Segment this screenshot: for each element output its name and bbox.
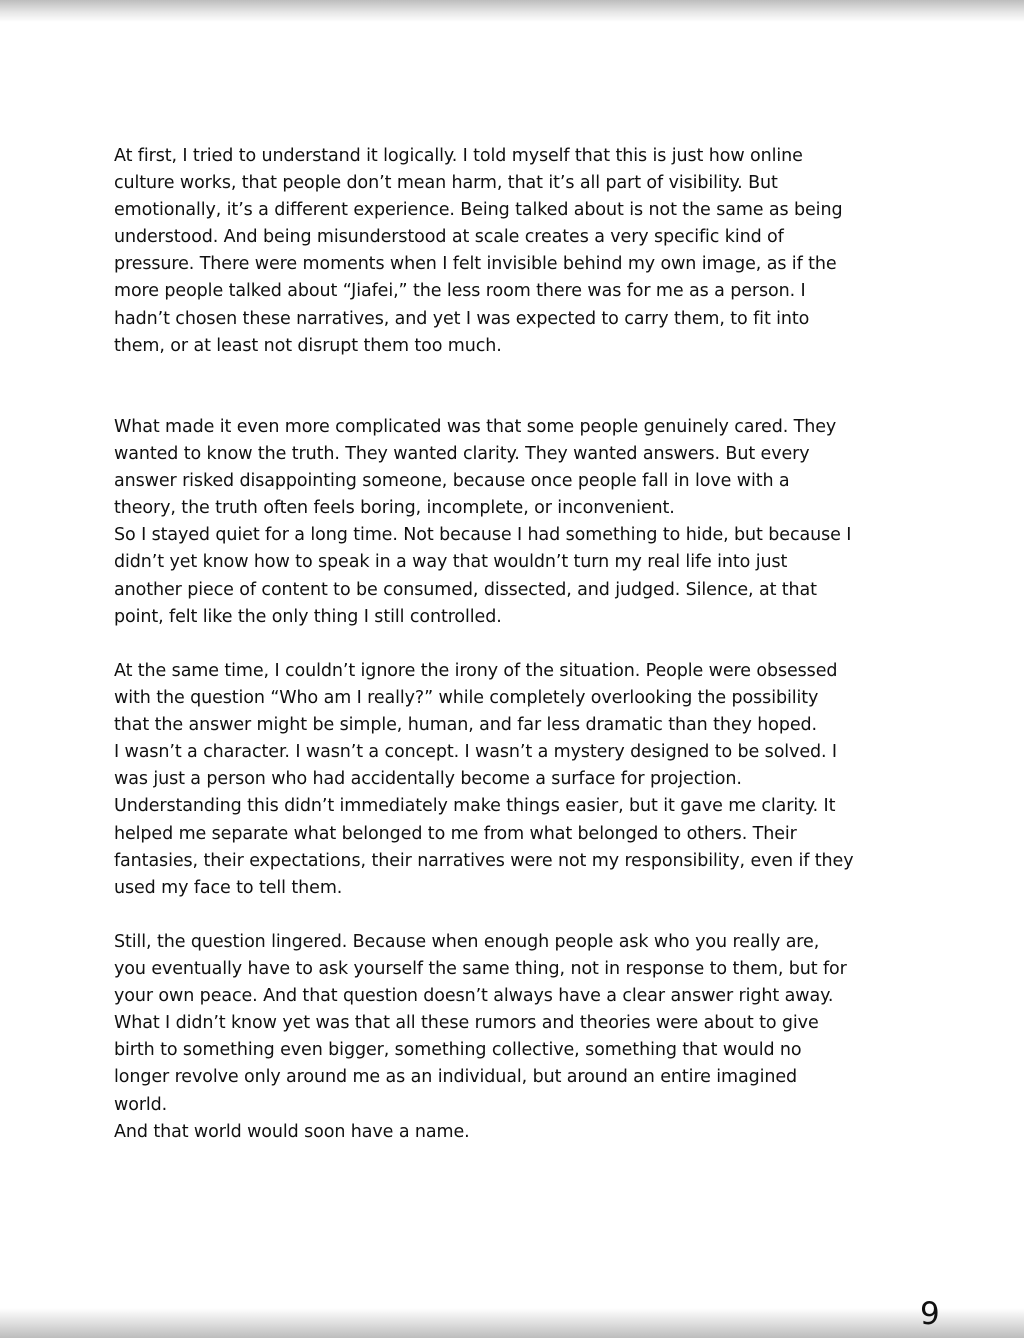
paragraph-4: Still, the question lingered. Because when enough people ask who you really are, you eventually have to ask yourself the same thing, not in response to them, but for your own peace. And that question doesn’t always have a clear answer right away. What I didn’t know yet was that all these rumors and theories were about to give birth to something even bigger, something collective, something that would no longer revolve only around me as an individual, but around an entire imagined world. And that world would soon have a name.	[114, 932, 847, 1142]
paragraph-2: What made it even more complicated was that some people genuinely cared. They wanted to know the truth. They wanted clarity. They wanted answers. But every answer risked disappointing someone, because once people fall in love with a theory, the truth often feels boring, incomplete, or inconvenient. So I stayed quiet for a long time. Not because I had something to hide, but because I didn’t yet know how to speak in a way that wouldn’t turn my real life into just another piece of content to be consumed, dissected, and judged. Silence, at that point, felt like the only thing I still controlled.	[114, 417, 852, 627]
paragraph-1: At first, I tried to understand it logically. I told myself that this is just how online culture works, that people don’t mean harm, that it’s all part of visibility. But emotionally, it’s a different experience. Being talked about is not the same as being understood. And being misunderstood at scale creates a very specific kind of pressure. There were moments when I felt invisible behind my own image, as if the more people talked about “Jiafei,” the less room there was for me as a person. I hadn’t chosen these narratives, and yet I was expected to carry them, to fit into them, or at least not disrupt them too much.	[114, 146, 843, 356]
page-top-shadow	[0, 0, 1024, 22]
page-number: 9	[920, 1296, 940, 1332]
page-bottom-shadow	[0, 1308, 1024, 1338]
paragraph-3: At the same time, I couldn’t ignore the irony of the situation. People were obsessed with the question “Who am I really?” while completely overlooking the possibility that the answer might be simple, human, and far less dramatic than they hoped. I wasn’t a character. I wasn’t a concept. I wasn’t a mystery designed to be solved. I was just a person who had accidentally become a surface for projection. Understanding this didn’t immediately make things easier, but it gave me clarity. It helped me separate what belonged to me from what belonged to others. Their fantasies, their expectations, their narratives were not my responsibility, even if they used my face to tell them.	[114, 661, 854, 898]
